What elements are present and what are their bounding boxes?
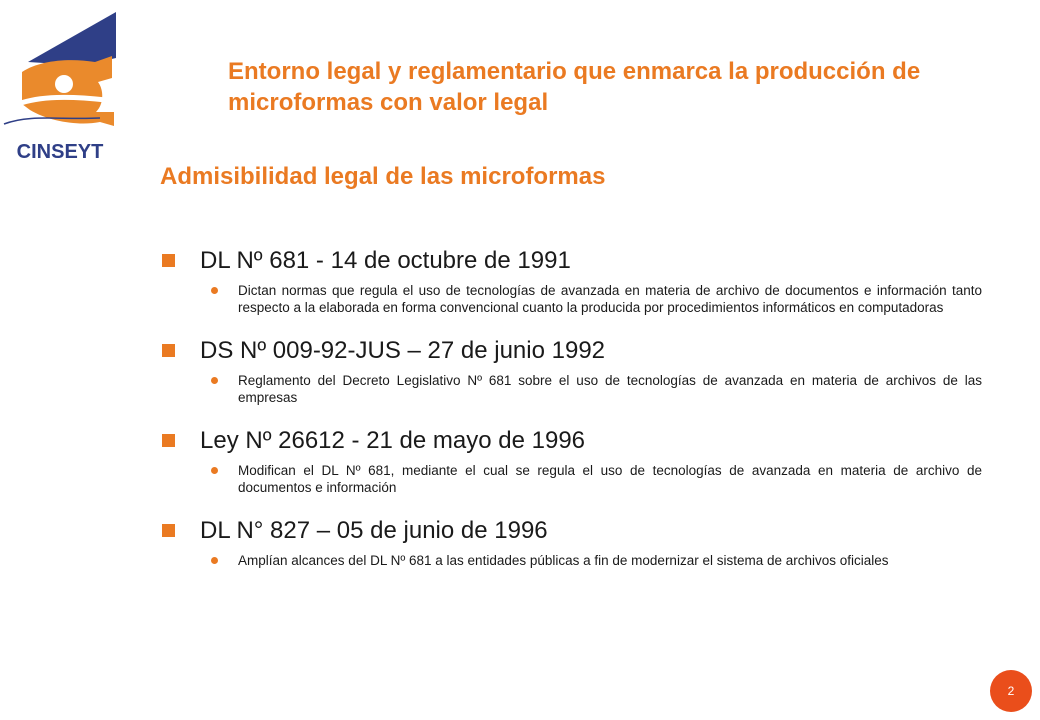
item-description: Amplían alcances del DL Nº 681 a las entidades públicas a fin de modernizar el sistema de archivos oficiales bbox=[238, 553, 889, 568]
item-heading: DS Nº 009-92-JUS – 27 de junio 1992 bbox=[200, 337, 606, 364]
item-description: Dictan normas que regula el uso de tecnologías de avanzada en materia de archivo de documentos e información tanto respecto a la elaborada en forma convencional cuanto la producida por procedimientos informáticos en computadoras bbox=[238, 283, 982, 315]
list-item bbox=[162, 336, 982, 406]
item-description: Reglamento del Decreto Legislativo Nº 681 sobre el uso de tecnologías de avanzada en materia de archivos de las empresas bbox=[238, 373, 982, 405]
section-subtitle: Admisibilidad legal de las microformas bbox=[160, 163, 606, 190]
page-title: Entorno legal y reglamentario que enmarca la producción de microformas con valor legal bbox=[228, 58, 921, 116]
cinseyt-logo bbox=[0, 0, 130, 160]
dot-bullet-icon bbox=[211, 377, 218, 384]
item-heading: DL Nº 681 - 14 de octubre de 1991 bbox=[200, 247, 571, 274]
list-item bbox=[162, 426, 982, 496]
square-bullet-icon bbox=[162, 434, 175, 447]
items-list bbox=[162, 246, 982, 589]
item-heading: DL N° 827 – 05 de junio de 1996 bbox=[200, 517, 548, 544]
square-bullet-icon bbox=[162, 344, 175, 357]
item-heading: Ley Nº 26612 - 21 de mayo de 1996 bbox=[200, 427, 586, 454]
dot-bullet-icon bbox=[211, 557, 218, 564]
svg-text:CINSEYT: CINSEYT bbox=[16, 141, 104, 160]
item-description: Modifican el DL Nº 681, mediante el cual se regula el uso de tecnologías de avanzada en materia de archivo de documentos e información bbox=[238, 463, 982, 495]
page-number-badge: 2 bbox=[990, 670, 1032, 712]
dot-bullet-icon bbox=[211, 467, 218, 474]
square-bullet-icon bbox=[162, 524, 175, 537]
list-item bbox=[162, 516, 982, 569]
square-bullet-icon bbox=[162, 254, 175, 267]
list-item bbox=[162, 246, 982, 316]
dot-bullet-icon bbox=[211, 287, 218, 294]
